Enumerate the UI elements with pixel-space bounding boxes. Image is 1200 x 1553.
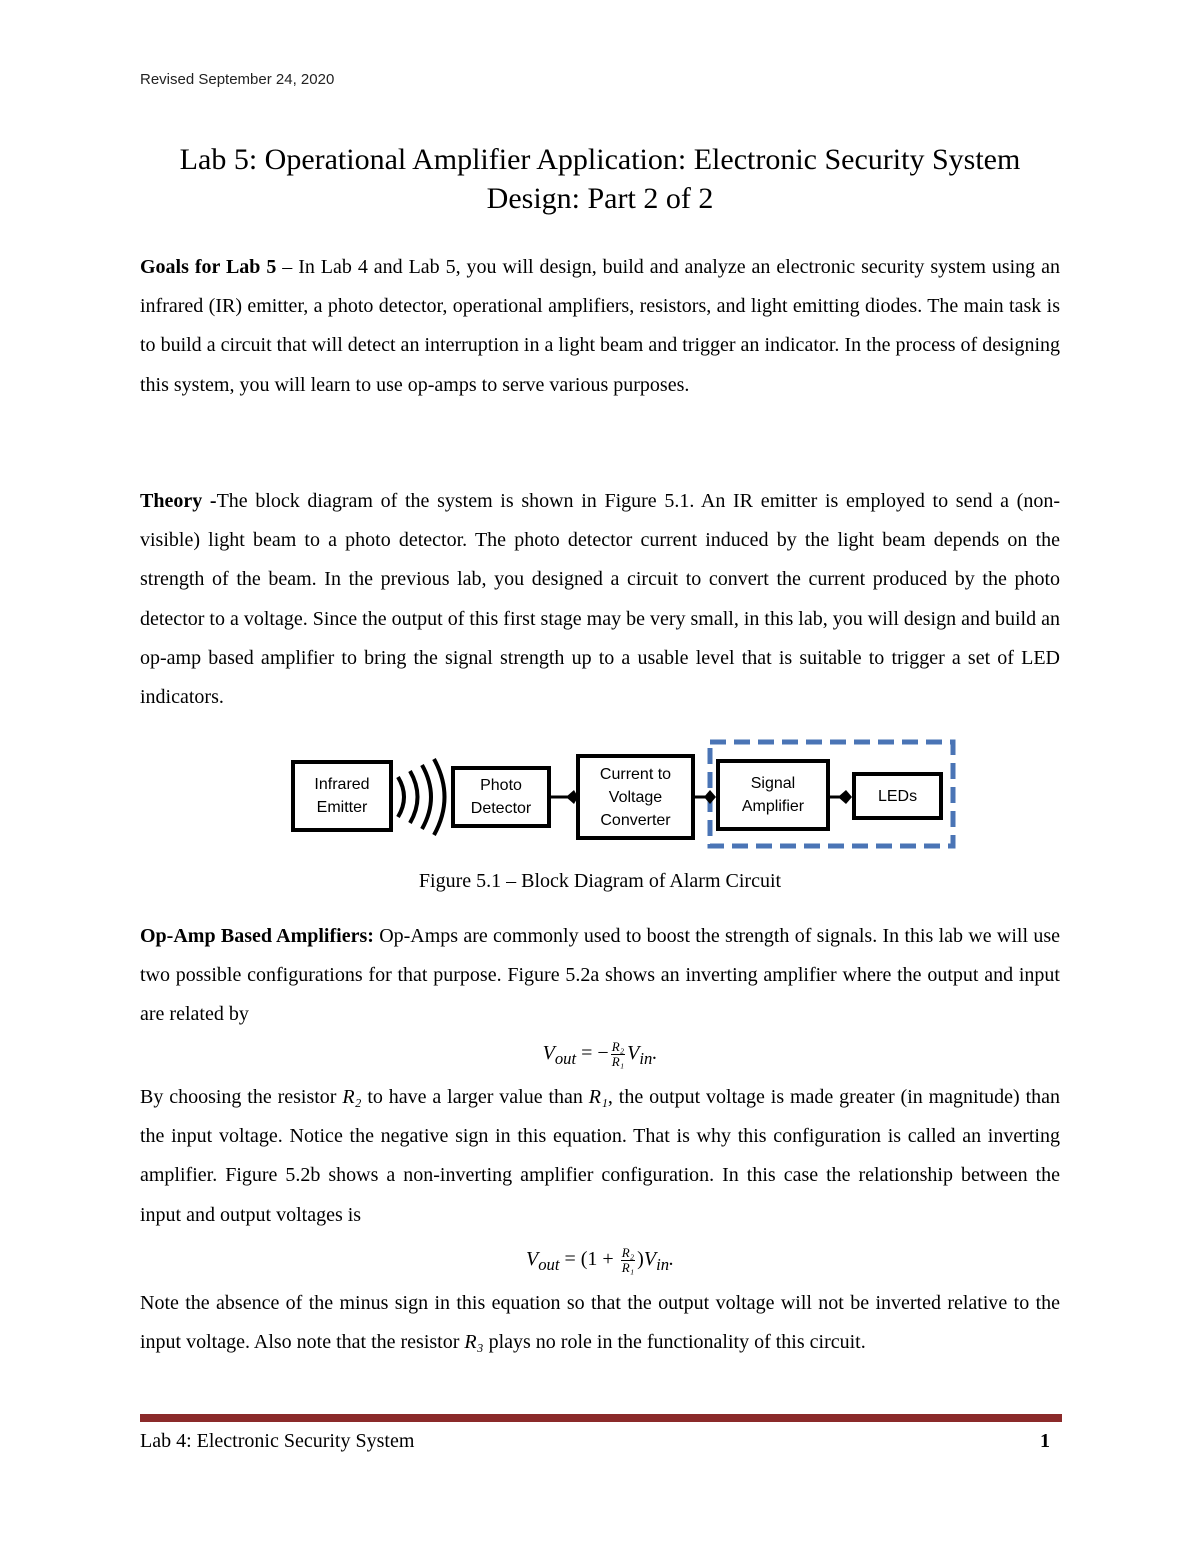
inverting-r1: R₁ — [588, 1086, 608, 1108]
eq2-vin: V — [643, 1248, 657, 1271]
noninverting-text-1: Note the absence of the minus sign in this equation so that the output voltage will not be inverted relative to the input voltage. Also note that the resistor — [140, 1292, 1060, 1354]
amplifier-label-1: Signal — [750, 775, 796, 792]
ir-wave-2 — [410, 771, 418, 823]
ir-wave-1 — [398, 777, 404, 817]
emitter-label-2: Emitter — [316, 799, 368, 816]
theory-paragraph — [140, 482, 1060, 717]
inverting-text-2: to have a larger value than — [361, 1086, 589, 1108]
title-line-2: Design: Part 2 of 2 — [486, 182, 714, 215]
converter-label-1: Current to — [599, 765, 672, 783]
eq1-vout-sub: out — [554, 1049, 577, 1069]
eq1-fraction — [611, 1040, 625, 1069]
converter-label-2: Voltage — [608, 788, 663, 806]
arrowhead-3 — [838, 790, 852, 804]
converter-label-3: Converter — [600, 811, 671, 829]
eq1-period: . — [652, 1042, 658, 1065]
photo-detector-block — [451, 766, 551, 828]
amplifier-label-2: Amplifier — [741, 798, 805, 815]
eq1-denominator: R₁ — [611, 1054, 625, 1069]
eq2-close-paren: ) — [637, 1248, 644, 1271]
figure-caption: Figure 5.1 – Block Diagram of Alarm Circuit — [418, 870, 782, 892]
goals-label: Goals for Lab 5 — [140, 256, 277, 278]
inverting-text-3: , the output voltage is made greater (in magnitude) than the input voltage. Notice the negative sign in this equation. That is why this configuration is called an inverting amplifier. Figure 5.2b shows a non-inverting amplifier configuration. In this case the relationship between the input and output voltages is — [140, 1086, 1060, 1226]
eq2-vout-sub: out — [538, 1255, 560, 1275]
noninverting-equation — [0, 1246, 1200, 1275]
inverting-r2: R₂ — [342, 1086, 362, 1108]
eq1-vin-sub: in — [639, 1049, 653, 1069]
detector-label-2: Detector — [470, 800, 532, 817]
eq2-vin-sub: in — [656, 1255, 670, 1275]
inverting-equation — [0, 1040, 1200, 1069]
opamp-label: Op-Amp Based Amplifiers: — [140, 925, 374, 947]
theory-text: The block diagram of the system is shown in Figure 5.1. An IR emitter is employed to send a (non-visible) light beam to a photo detector. The photo detector current induced by the light beam depends on the strength of the beam. In the previous lab, you designed a circuit to convert the current produced by the photo detector to a voltage. Since the output of this first stage may be very small, in this lab, you will design and build an op-amp based amplifier to bring the signal strength up to a usable level that is suitable to trigger a set of LED indicators. — [140, 490, 1060, 709]
infrared-emitter-block — [291, 760, 393, 832]
revised-date: Revised September 24, 2020 — [140, 71, 335, 88]
theory-label: Theory - — [140, 490, 217, 512]
opamp-text: Op-Amps are commonly used to boost the strength of signals. In this lab we will use two possible configurations for that purpose. Figure 5.2a shows an inverting amplifier where the output and input are related by — [140, 925, 1060, 1026]
eq2-denominator: R₁ — [621, 1260, 635, 1275]
goals-paragraph — [140, 248, 1060, 405]
footer-title: Lab 4: Electronic Security System — [140, 1430, 415, 1452]
inverting-text-1: By choosing the resistor — [140, 1086, 343, 1108]
leds-label: LEDs — [877, 787, 918, 805]
eq2-period: . — [669, 1248, 675, 1271]
inverting-paragraph — [140, 1078, 1060, 1235]
eq1-numerator: R₂ — [611, 1039, 625, 1054]
opamp-paragraph — [140, 917, 1060, 1035]
eq1-vin: V — [627, 1042, 640, 1065]
detector-label-1: Photo — [480, 777, 522, 794]
eq2-vout: V — [525, 1248, 539, 1271]
goals-text: – In Lab 4 and Lab 5, you will design, build and analyze an electronic security system using an infrared (IR) emitter, a photo detector, operational amplifiers, resistors, and light emitting diodes. The main task is to build a circuit that will detect an interruption in a light beam and trigger an indicator. In the process of designing this system, you will learn to use op-amps to serve various purposes. — [140, 256, 1060, 396]
eq2-operator: = (1 + — [559, 1248, 619, 1271]
eq1-operator: = − — [576, 1042, 609, 1065]
page-title — [100, 140, 1100, 218]
noninverting-r3: R₃ — [464, 1331, 484, 1354]
arrowhead-2 — [704, 790, 716, 804]
title-line-1: Lab 5: Operational Amplifier Application: Electronic Security System — [179, 143, 1021, 176]
ir-wave-4 — [434, 759, 445, 835]
signal-amplifier-block — [716, 759, 830, 831]
page-number: 1 — [1040, 1430, 1050, 1452]
emitter-label-1: Infrared — [314, 776, 370, 793]
eq1-vout: V — [542, 1042, 555, 1065]
current-voltage-converter-block — [576, 754, 695, 840]
noninverting-paragraph — [140, 1284, 1060, 1362]
eq2-numerator: R₂ — [621, 1245, 635, 1260]
leds-block — [852, 772, 943, 820]
eq2-fraction — [621, 1246, 635, 1275]
noninverting-text-2: plays no role in the functionality of this circuit. — [483, 1331, 866, 1354]
footer-rule — [140, 1414, 1062, 1422]
ir-wave-3 — [422, 765, 431, 829]
